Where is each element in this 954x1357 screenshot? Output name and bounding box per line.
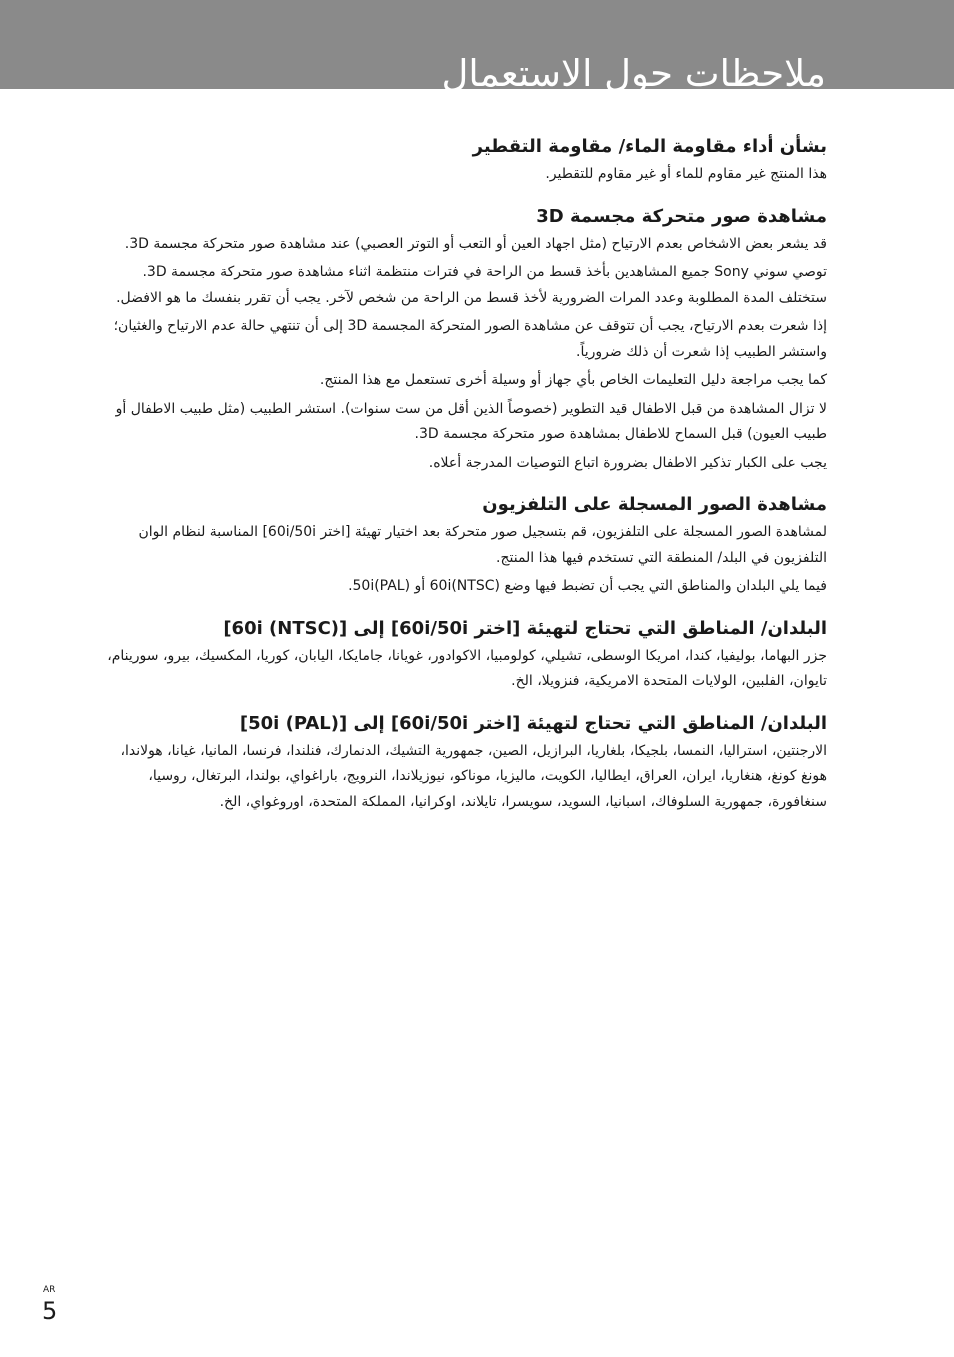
paragraph: لا تزال المشاهدة من قبل الاطفال قيد التطوير (خصوصاً الذين أقل من ست سنوات). استشر الطبيب (مثل طبيب الاطفال أو طبيب العيون) قبل السماح للاطفال بمشاهدة صور متحركة مجسمة 3D. (115, 400, 827, 442)
paragraph: كما يجب مراجعة دليل التعليمات الخاص بأي جهاز أو وسيلة أخرى تستعمل مع هذا المنتج. (319, 372, 827, 388)
page-number: 5 (42, 1297, 58, 1325)
content-body (96, 132, 827, 815)
paragraph: توصي سوني Sony جميع المشاهدين بأخذ قسط من الراحة في فترات منتظمة اثناء مشاهدة صور متحركة مجسمة 3D. ستختلف المدة المطلوبة وعدد المرات الضرورية لأخذ قسط من الراحة من شخص لآخر. يجب أن تقرر بنفسك ما هو الافضل. (116, 264, 827, 306)
paragraph: جزر البهاما، بوليفيا، كندا، امريكا الوسطى، تشيلي، كولومبيا، الاكوادور، غويانا، جامايكا، اليابان، كوريا، المكسيك، بيرو، سورينام، تايوان، الفلبين، الولايات المتحدة الامريكية، فنزويلا، الخ. (107, 647, 827, 689)
section-ntsc-countries (96, 614, 827, 695)
header-band (0, 0, 954, 95)
paragraph: فيما يلي البلدان والمناطق التي يجب أن تضبط فيها وضع 60i(NTSC) أو 50i(PAL). (348, 578, 827, 594)
section-heading: بشأن أداء مقاومة الماء/ مقاومة التقطير (472, 136, 827, 157)
page-title: ملاحظات حول الاستعمال (441, 51, 826, 95)
paragraph: قد يشعر بعض الاشخاص بعدم الارتياح (مثل اجهاد العين أو التعب أو التوتر العصبي) عند مشاهدة صور متحركة مجسمة 3D. (124, 235, 827, 252)
paragraph: يجب على الكبار تذكير الاطفال بضرورة اتباع التوصيات المدرجة أعلاه. (428, 454, 827, 471)
section-tv-viewing (96, 490, 827, 600)
section-pal-countries (96, 709, 827, 816)
paragraph: إذا شعرت بعدم الارتياح، يجب أن تتوقف عن مشاهدة الصور المتحركة المجسمة 3D إلى أن تنتهي حالة عدم الارتياح والغثيان؛ واستشر الطبيب إذا شعرت أن ذلك ضرورياً. (113, 318, 827, 360)
section-3d-viewing (96, 202, 827, 477)
paragraph: لمشاهدة الصور المسجلة على التلفزيون، قم بتسجيل صور متحركة بعد اختيار تهيئة [اختر 60i/50i] المناسبة لنظام الوان التلفزيون في البلد/ المنطقة التي تستخدم فيها هذا المنتج. (138, 524, 827, 566)
paragraph: الارجنتين، استراليا، النمسا، بلجيكا، بلغاريا، البرازيل، الصين، جمهورية التشيك، الدنمارك، فنلندا، فرنسا، المانيا، غيانا، هولاندا، هونغ كونغ، هنغاريا، ايران، العراق، ايطاليا، الكويت، ماليزيا، موناكو، نيوزيلاندا، النرويج، باراغواي، بولندا، البرتغال، روسيا، سنغافورة، جمهورية السلوفاك، اسبانيا، السويد، سويسرا، تايلاند، اوكرانيا، المملكة المتحدة، اوروغواي، الخ. (120, 742, 827, 810)
section-water-resistance (96, 132, 827, 188)
section-heading: البلدان/ المناطق التي تحتاج لتهيئة [اختر 60i/50i] إلى [50i (PAL)] (239, 712, 827, 734)
section-heading: مشاهدة الصور المسجلة على التلفزيون (482, 494, 827, 515)
paragraph: هذا المنتج غير مقاوم للماء أو غير مقاوم للتقطير. (545, 166, 827, 182)
section-heading: مشاهدة صور متحركة مجسمة 3D (536, 205, 827, 227)
page-language-label: AR (43, 1285, 56, 1295)
section-heading: البلدان/ المناطق التي تحتاج لتهيئة [اختر 60i/50i] إلى [60i (NTSC)] (223, 617, 827, 639)
